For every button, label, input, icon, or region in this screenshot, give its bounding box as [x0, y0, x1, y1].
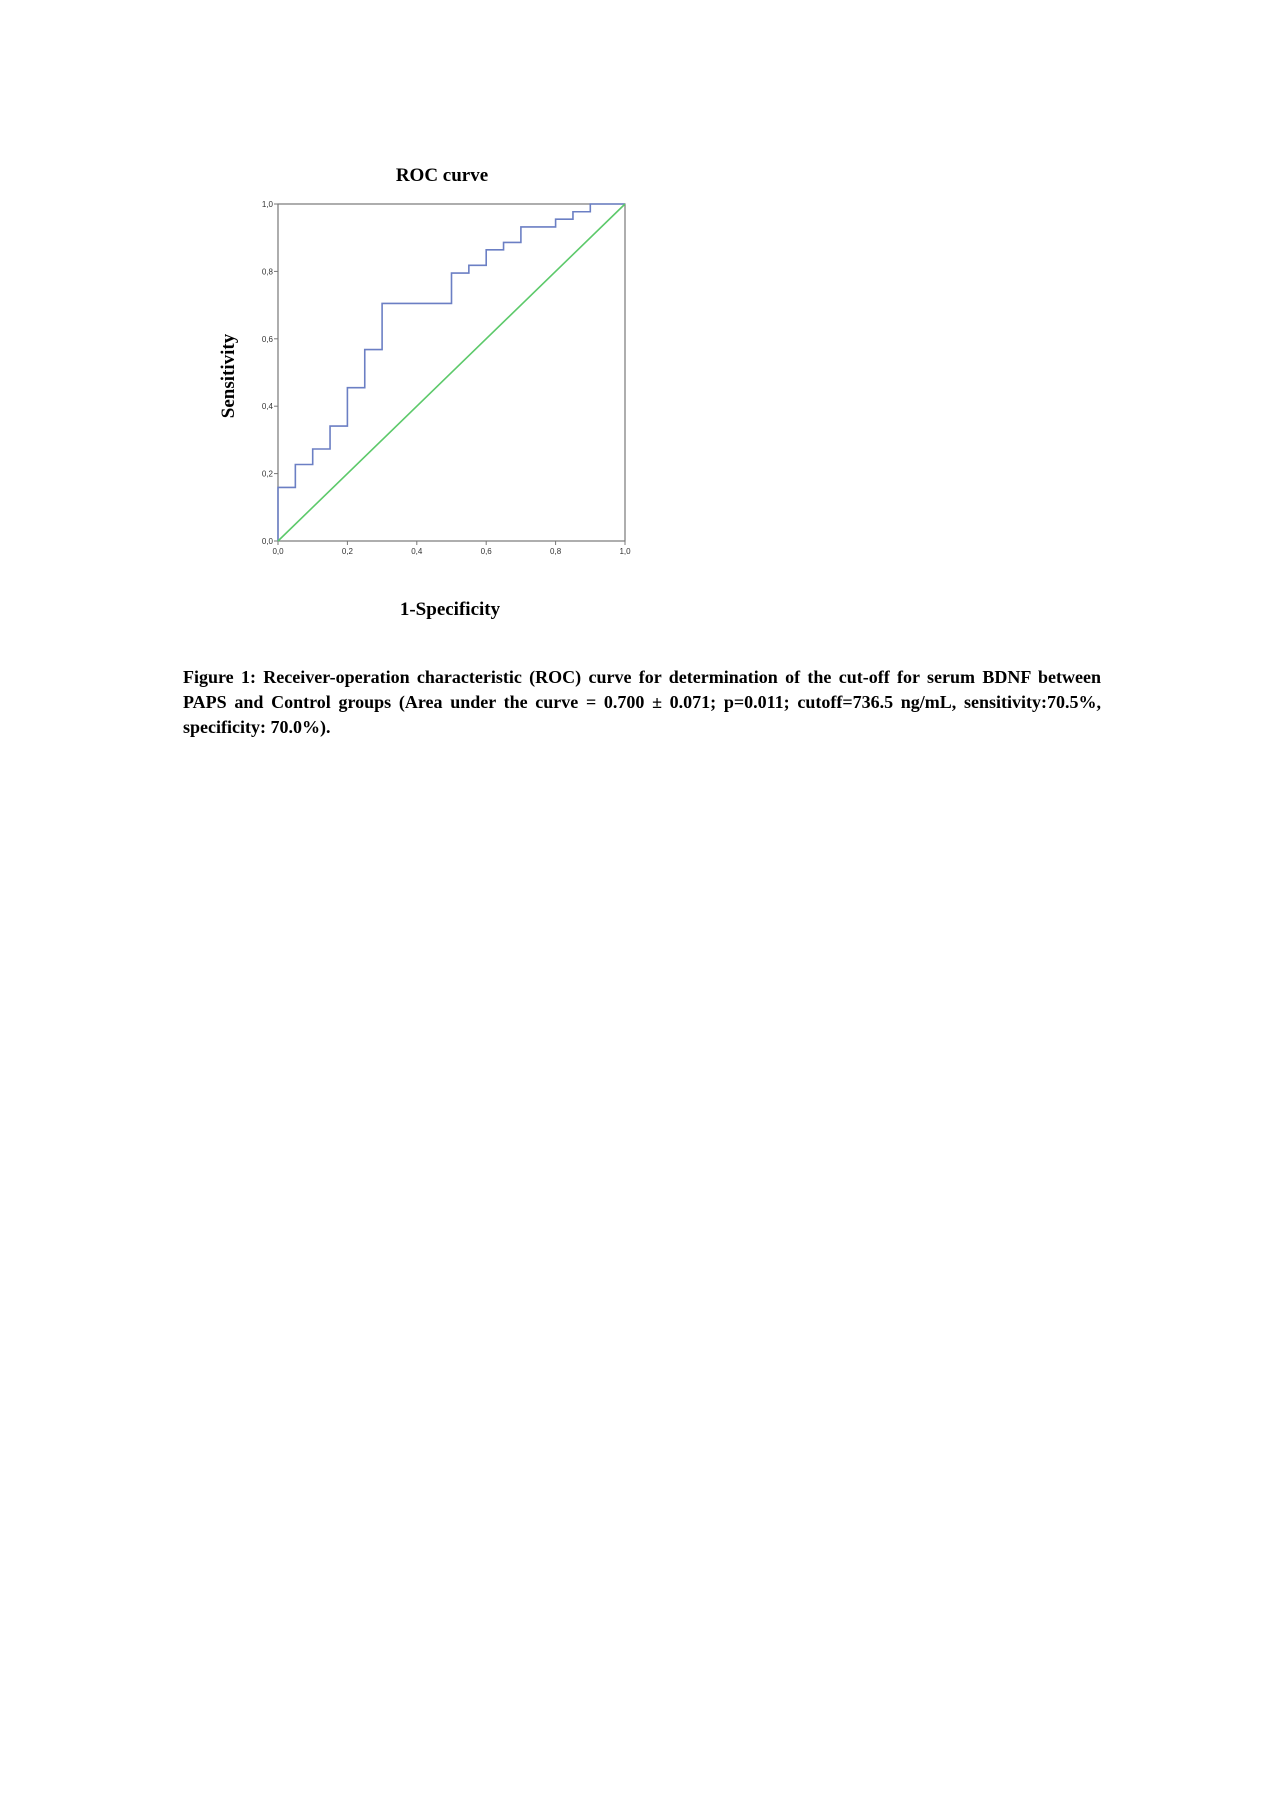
y-tick-label: 0,8	[261, 267, 273, 277]
x-tick-label: 0,8	[550, 547, 562, 556]
reference-diagonal-line	[278, 204, 625, 541]
roc-chart	[0, 0, 1280, 700]
y-tick-label: 1,0	[261, 200, 273, 209]
figure-caption: Figure 1: Receiver-operation characteristic (ROC) curve for determination of the cut-off for serum BDNF between PAPS and Control groups (Area under the curve = 0.700 ± 0.071; p=0.011; cutoff=736.5 ng/mL, sensitivity:70.5%, specificity: 70.0%).	[183, 667, 1101, 737]
y-tick-label: 0,0	[261, 537, 273, 546]
x-tick-label: 1,0	[619, 547, 631, 556]
y-tick-label: 0,4	[261, 402, 273, 412]
series-group	[278, 204, 625, 541]
chart-title: ROC curve	[395, 165, 489, 186]
y-tick-label: 0,2	[261, 469, 273, 479]
x-tick-label: 0,4	[411, 547, 423, 556]
x-tick-label: 0,0	[272, 547, 284, 556]
y-axis-label: Sensitivity	[218, 333, 239, 419]
x-tick-label: 0,2	[341, 547, 353, 556]
x-tick-label: 0,6	[480, 547, 492, 556]
x-axis-label: 1-Specificity	[399, 599, 501, 620]
y-tick-label: 0,6	[261, 334, 273, 344]
